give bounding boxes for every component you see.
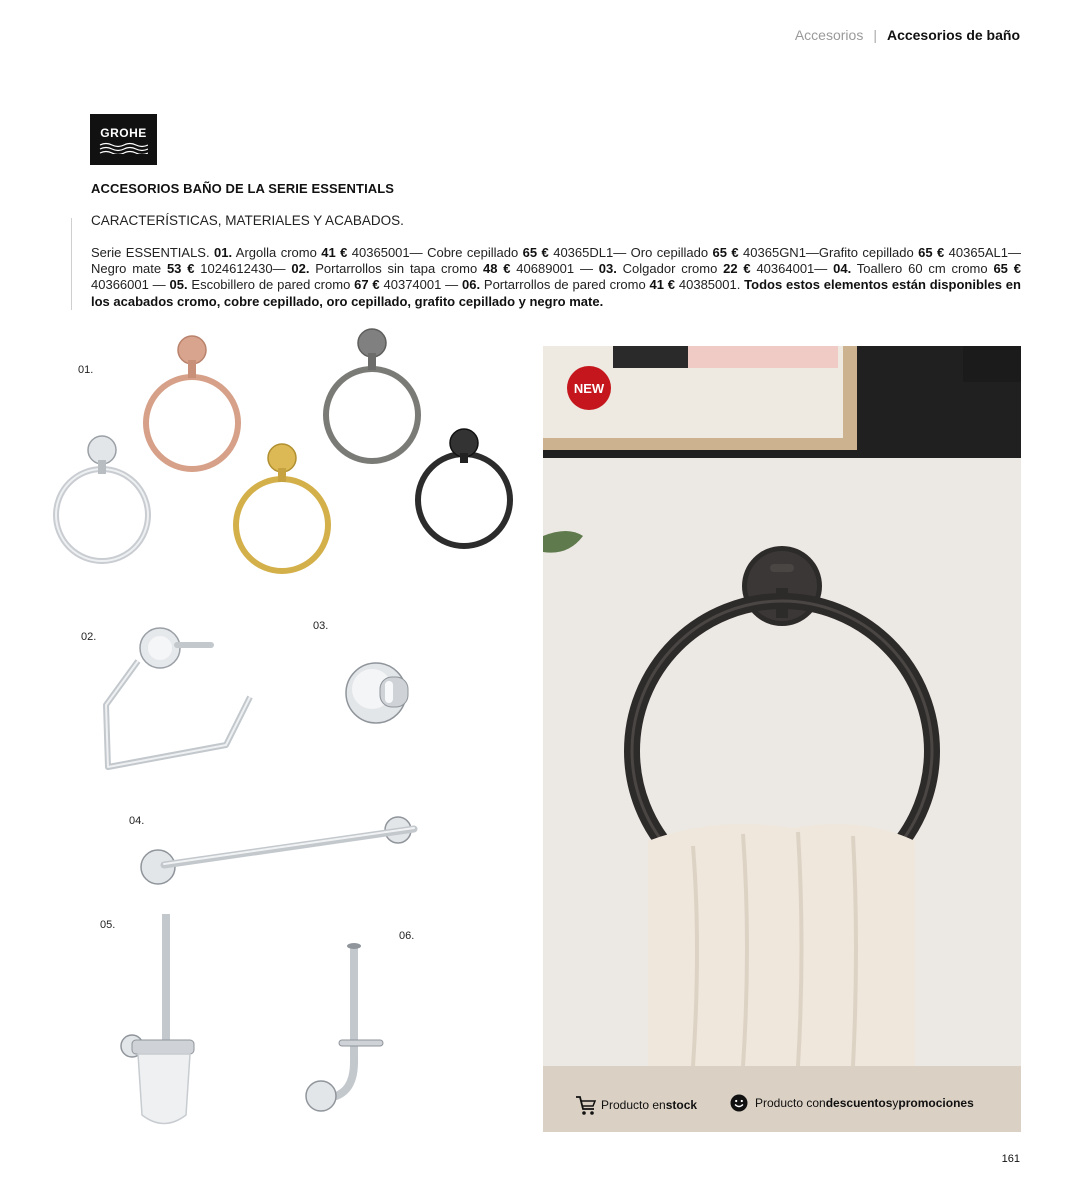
product-description: Serie ESSENTIALS. 01. Argolla cromo 41 € 40365001— Cobre cepillado 65 € 40365DL1— Oro cepillado 65 € 40365GN1—Grafito cepillado 65 € 40365AL1— Negro mate 53 € 1024612430— 02. Portarrollos sin tapa cromo 48 € 40689001 — 03. Colgador cromo 22 € 40364001— 04. Toallero 60 cm cromo 65 € 40366001 — 05. Escobillero de pared cromo 67 € 40374001 — 06. Portarrollos de pared cromo 41 € 40385001. Todos estos elementos están disponibles en los acabados cromo, cobre cepillado, oro cepillado, grafito cepillado y negro mate. — [91, 245, 1021, 309]
breadcrumb-separator: | — [873, 27, 877, 43]
vertical-rule — [71, 218, 72, 310]
product-label-05: 05. — [100, 919, 116, 931]
legend-promo-prefix: Producto con — [755, 1096, 826, 1110]
section-title: ACCESORIOS BAÑO DE LA SERIE ESSENTIALS — [91, 181, 395, 196]
legend-promotions — [730, 1094, 974, 1112]
spare-roll-holder-illustration — [295, 938, 405, 1128]
availability-note: Todos estos elementos están disponibles en los acabados cromo, cobre cepillado, oro cepillado, grafito cepillado y negro mate. — [91, 277, 1021, 309]
towel-ring-graphite — [326, 329, 418, 461]
smiley-icon — [730, 1094, 748, 1112]
grohe-logo — [90, 114, 157, 165]
product-label-02: 02. — [81, 631, 97, 643]
robe-hook-illustration — [340, 645, 415, 745]
towel-ring-gold — [236, 444, 328, 571]
section-subtitle: CARACTERÍSTICAS, MATERIALES Y ACABADOS. — [91, 213, 404, 228]
lifestyle-photo — [543, 346, 1021, 1132]
shopping-cart-icon — [575, 1094, 597, 1116]
product-label-06: 06. — [399, 930, 415, 942]
towel-rail-illustration — [130, 812, 430, 892]
new-badge: NEW — [567, 366, 611, 410]
legend-stock — [575, 1094, 697, 1116]
legend-promo-and: y — [892, 1096, 899, 1110]
breadcrumb-current: Accesorios de baño — [886, 27, 1020, 43]
legend-promo-discounts: descuentos — [825, 1096, 893, 1110]
paper-holder-illustration — [96, 615, 266, 780]
legend-promo-promotions: promociones — [898, 1096, 974, 1110]
product-label-03: 03. — [313, 620, 329, 632]
breadcrumb — [795, 27, 1020, 43]
legend-stock-bold: stock — [665, 1098, 698, 1112]
towel-ring-copper — [146, 336, 238, 469]
logo-wave-icon — [99, 142, 148, 154]
product-label-01: 01. — [78, 364, 94, 376]
towel-ring-black — [418, 429, 510, 546]
page-number: 161 — [1001, 1153, 1020, 1165]
toilet-brush-illustration — [110, 910, 220, 1135]
logo-text: GROHE — [100, 126, 147, 140]
towel-ring-chrome — [56, 436, 148, 561]
breadcrumb-parent[interactable]: Accesorios — [794, 27, 864, 43]
towel-rings-illustration — [40, 325, 530, 585]
legend-stock-prefix: Producto en — [601, 1098, 666, 1112]
towel-ring-photo — [543, 346, 1021, 1132]
product-label-04: 04. — [129, 815, 145, 827]
